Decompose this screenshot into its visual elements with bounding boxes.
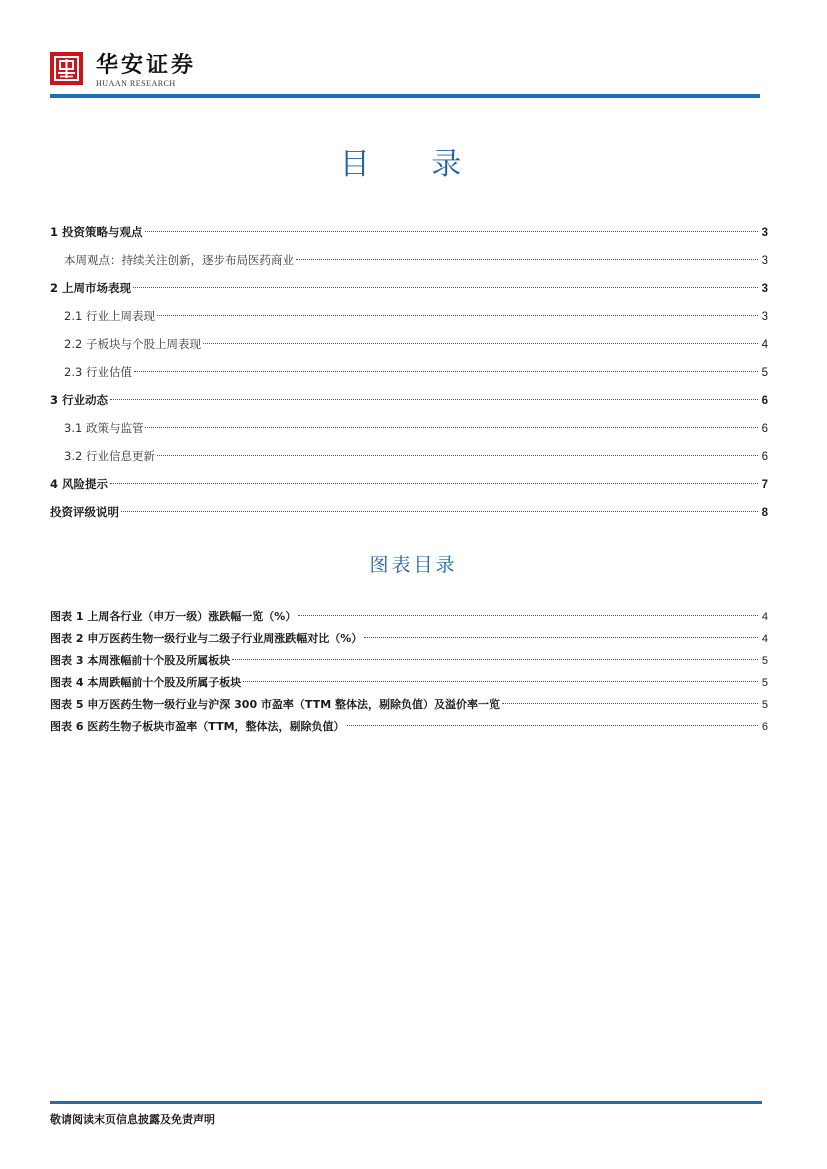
huaan-seal-logo-icon: [50, 52, 83, 85]
page-header: [50, 52, 760, 98]
figure-entry-label: 图表 6 医药生物子板块市盈率（TTM，整体法，剔除负值）: [50, 720, 345, 733]
toc-entry[interactable]: [50, 218, 768, 246]
toc-dot-leader: [110, 483, 758, 484]
toc-dot-leader: [110, 399, 758, 400]
toc-entry-label: 3.1 政策与监管: [64, 421, 144, 435]
figure-entry[interactable]: [50, 694, 768, 716]
figure-entry[interactable]: [50, 672, 768, 694]
toc-entry-label: 4 风险提示: [50, 477, 109, 491]
toc-entry[interactable]: [50, 274, 768, 302]
toc-entry-page: 4: [761, 339, 768, 351]
toc-entry-label: 本周观点：持续关注创新，逐步布局医药商业: [64, 253, 294, 267]
toc-entry[interactable]: [50, 302, 768, 330]
toc-entry-label: 2.1 行业上周表现: [64, 309, 155, 323]
figure-entry-label: 图表 3 本周涨幅前十个股及所属板块: [50, 654, 231, 667]
toc-entry-label: 投资评级说明: [50, 505, 119, 519]
toc-entry[interactable]: [50, 330, 768, 358]
figure-entry[interactable]: [50, 628, 768, 650]
figure-dot-leader: [243, 681, 758, 682]
toc-entry-label: 2 上周市场表现: [50, 281, 132, 295]
toc-title: 目 录: [339, 147, 488, 182]
toc-entry[interactable]: [50, 470, 768, 498]
toc-entry-page: 3: [761, 311, 768, 323]
toc-entry-page: 7: [761, 479, 768, 491]
figure-entry-page: 4: [761, 633, 768, 645]
toc-entry[interactable]: [50, 358, 768, 386]
toc-dot-leader: [157, 315, 758, 316]
toc-dot-leader: [133, 287, 758, 288]
figure-dot-leader: [232, 659, 758, 660]
toc-entry-label: 2.3 行业估值: [64, 365, 132, 379]
brand-name-cn: 华安证券: [96, 52, 197, 78]
figure-entry-label: 图表 4 本周跌幅前十个股及所属子板块: [50, 676, 242, 689]
toc-entry-page: 6: [761, 395, 768, 407]
toc-entry[interactable]: [50, 246, 768, 274]
toc-dot-leader: [203, 343, 758, 344]
toc-entry[interactable]: [50, 414, 768, 442]
figures-list: [50, 606, 768, 738]
toc-entry-page: 8: [761, 507, 768, 519]
toc-entry-page: 3: [761, 255, 768, 267]
toc-entry-page: 5: [761, 367, 768, 379]
figure-entry-page: 5: [761, 677, 768, 689]
toc-dot-leader: [134, 371, 758, 372]
toc-dot-leader: [296, 259, 758, 260]
figure-entry-page: 5: [761, 655, 768, 667]
toc-dot-leader: [145, 427, 758, 428]
figure-entry[interactable]: [50, 606, 768, 628]
toc-entry-page: 6: [761, 451, 768, 463]
toc-entry-label: 1 投资策略与观点: [50, 225, 143, 239]
figure-dot-leader: [298, 615, 758, 616]
table-of-contents: [50, 218, 768, 526]
figure-dot-leader: [502, 703, 758, 704]
figure-dot-leader: [347, 725, 758, 726]
toc-entry-page: 3: [761, 283, 768, 295]
figures-list-title: 图表目录: [369, 554, 458, 576]
brand-name-en: HUAAN RESEARCH: [96, 79, 176, 88]
footer-disclaimer: 敬请阅读末页信息披露及免责声明: [50, 1113, 215, 1126]
toc-entry-label: 3 行业动态: [50, 393, 109, 407]
figure-entry[interactable]: [50, 650, 768, 672]
toc-entry-page: 3: [761, 227, 768, 239]
figure-entry-label: 图表 1 上周各行业（申万一级）涨跌幅一览（%）: [50, 610, 297, 623]
toc-entry[interactable]: [50, 498, 768, 526]
figure-entry-page: 5: [761, 699, 768, 711]
toc-entry-label: 2.2 子板块与个股上周表现: [64, 337, 201, 351]
header-divider: [50, 94, 760, 98]
figure-entry-label: 图表 2 申万医药生物一级行业与二级子行业周涨跌幅对比（%）: [50, 632, 363, 645]
toc-entry[interactable]: [50, 386, 768, 414]
footer-divider: [50, 1101, 762, 1104]
toc-entry-label: 3.2 行业信息更新: [64, 449, 155, 463]
toc-dot-leader: [121, 511, 758, 512]
figure-entry-page: 4: [761, 611, 768, 623]
figure-entry[interactable]: [50, 716, 768, 738]
figure-dot-leader: [364, 637, 758, 638]
toc-entry[interactable]: [50, 442, 768, 470]
toc-entry-page: 6: [761, 423, 768, 435]
figure-entry-page: 6: [761, 721, 768, 733]
toc-dot-leader: [157, 455, 758, 456]
figure-entry-label: 图表 5 申万医药生物一级行业与沪深 300 市盈率（TTM 整体法，剔除负值）及溢价率一览: [50, 698, 500, 711]
toc-dot-leader: [145, 231, 758, 232]
